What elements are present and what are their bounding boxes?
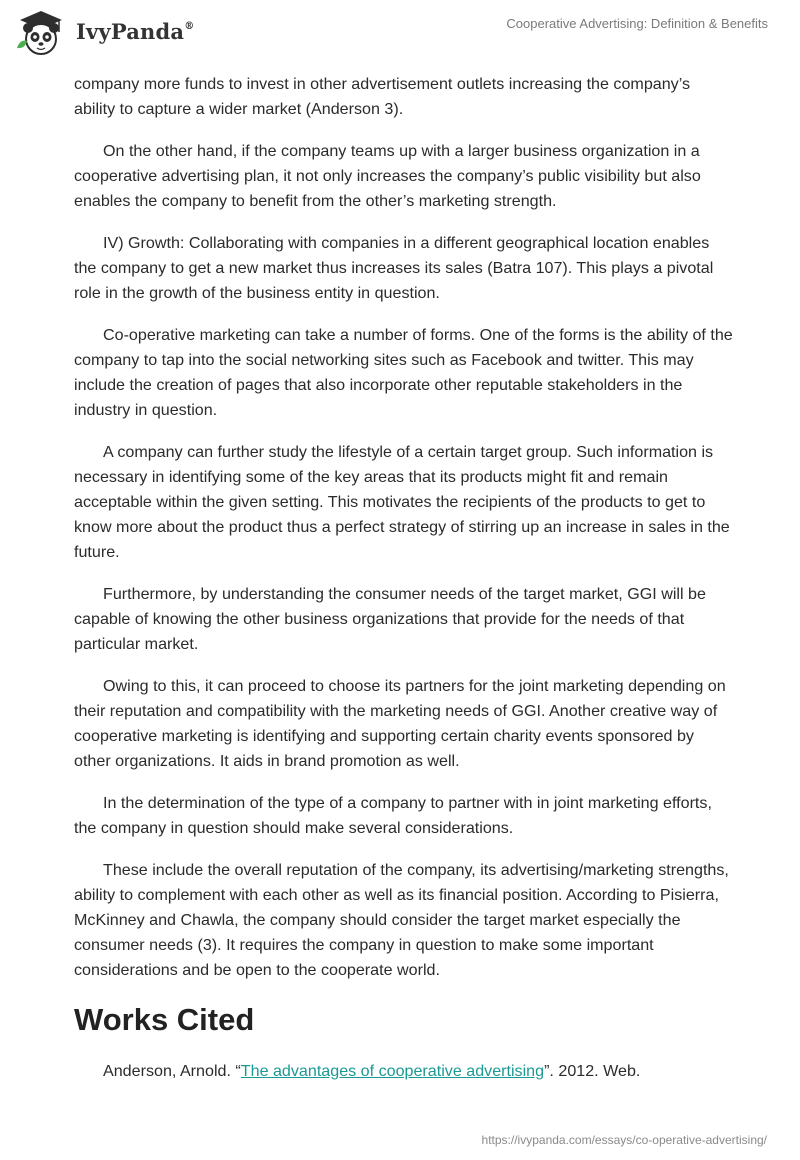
paragraph: On the other hand, if the company teams up with a larger business organization in a cooperative advertising plan, it not only increases the company’s public visibility but also enables the company to benefit from the other’s marketing strength. xyxy=(74,142,701,210)
citation-prefix: Anderson, Arnold. “ xyxy=(103,1062,241,1080)
citation-suffix: ”. 2012. Web. xyxy=(544,1062,641,1080)
ivypanda-logo-icon[interactable] xyxy=(14,8,66,58)
paragraph: In the determination of the type of a company to partner with in joint marketing efforts, the company in question should make several considerations. xyxy=(74,794,712,837)
paragraph: These include the overall reputation of the company, its advertising/marketing strengths, ability to complement with each other as well as its financial position. According to Pisierra, McKinney and Chawla, the company should consider the target market especially the consumer needs (3). It requires the company in question to make some important considerations and be open to the cooperate world. xyxy=(74,861,729,979)
citation-entry xyxy=(74,1059,734,1084)
page-title: Cooperative Advertising: Definition & Benefits xyxy=(506,16,768,31)
paragraph: company more funds to invest in other advertisement outlets increasing the company’s ability to capture a wider market (Anderson 3). xyxy=(74,75,691,118)
brand-name[interactable]: IvyPanda® xyxy=(76,19,195,44)
citation-link[interactable]: The advantages of cooperative advertising xyxy=(240,1062,545,1080)
page-header xyxy=(0,0,800,64)
paragraph: Co-operative marketing can take a number of forms. One of the forms is the ability of the company to tap into the social networking sites such as Facebook and twitter. This may include the creation of pages that also incorporate other reputable stakeholders in the industry in question. xyxy=(74,326,733,419)
paragraph: A company can further study the lifestyle of a certain target group. Such information is necessary in identifying some of the key areas that its products might fit and remain acceptable within the given setting. This motivates the recipients of the products to get to know more about the product thus a perfect strategy of stirring up an increase in sales in the future. xyxy=(74,443,730,561)
article-body xyxy=(74,72,734,1084)
paragraph: Owing to this, it can proceed to choose its partners for the joint marketing depending on their reputation and compatibility with the marketing needs of GGI. Another creative way of cooperative marketing is identifying and supporting certain charity events sponsored by other organizations. It aids in brand promotion as well. xyxy=(74,677,726,770)
paragraph: Furthermore, by understanding the consumer needs of the target market, GGI will be capable of knowing the other business organizations that provide for the needs of that particular market. xyxy=(74,585,706,653)
footer-url: https://ivypanda.com/essays/co-operative-advertising/ xyxy=(481,1133,767,1147)
works-cited-heading: Works Cited xyxy=(74,1002,255,1037)
paragraph: IV) Growth: Collaborating with companies in a different geographical location enables the company to get a new market thus increases its sales (Batra 107). This plays a pivotal role in the growth of the business entity in question. xyxy=(74,234,714,302)
